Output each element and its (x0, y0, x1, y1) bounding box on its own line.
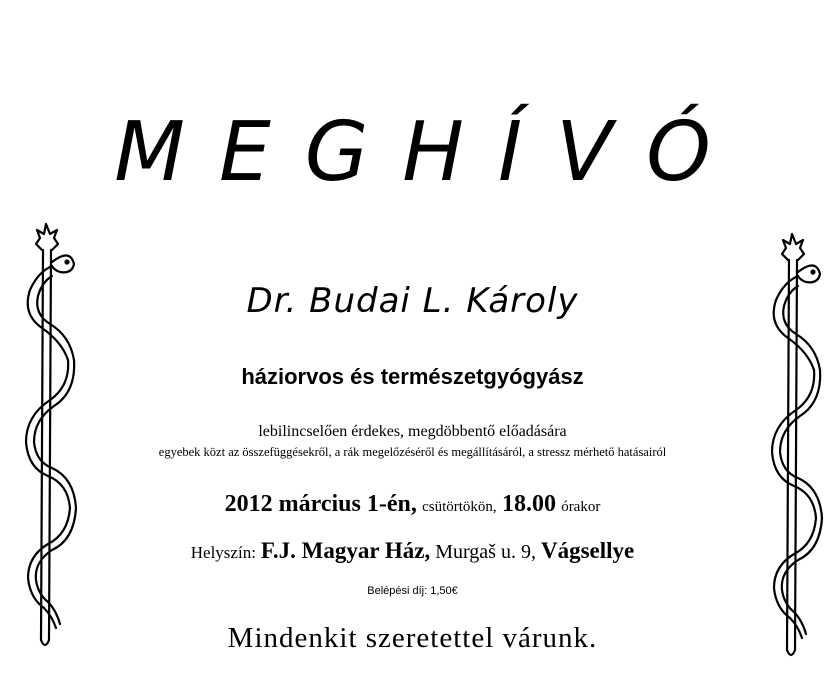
lecture-intro: lebilincselően érdekes, megdöbbentő előadására (258, 423, 567, 440)
event-date: 2012 március 1-én, (224, 491, 417, 517)
speaker-name: Dr. Budai L. Károly (246, 281, 579, 321)
event-venue (0, 537, 825, 565)
venue-street: Murgaš u. 9, (435, 541, 536, 563)
venue-city: Vágsellye (540, 538, 635, 563)
closing-line: Mindenkit szeretettel várunk. (227, 622, 598, 654)
event-weekday: csütörtökön, (422, 499, 497, 515)
speaker-profession: háziorvos és természetgyógyász (241, 364, 584, 389)
venue-label: Helyszín: (190, 543, 256, 562)
entry-fee: Belépési díj: 1,50€ (367, 585, 458, 597)
event-time: 18.00 (501, 491, 556, 517)
page-title: MEGHÍVÓ (114, 105, 745, 200)
lecture-topics: egyebek közt az összefüggésekről, a rák megelőzéséről és megállításáról, a stressz mérhető hatásairól (158, 445, 667, 459)
venue-name: F.J. Magyar Ház, (260, 538, 431, 563)
event-time-suffix: órakor (561, 499, 601, 515)
event-datetime (0, 490, 825, 519)
